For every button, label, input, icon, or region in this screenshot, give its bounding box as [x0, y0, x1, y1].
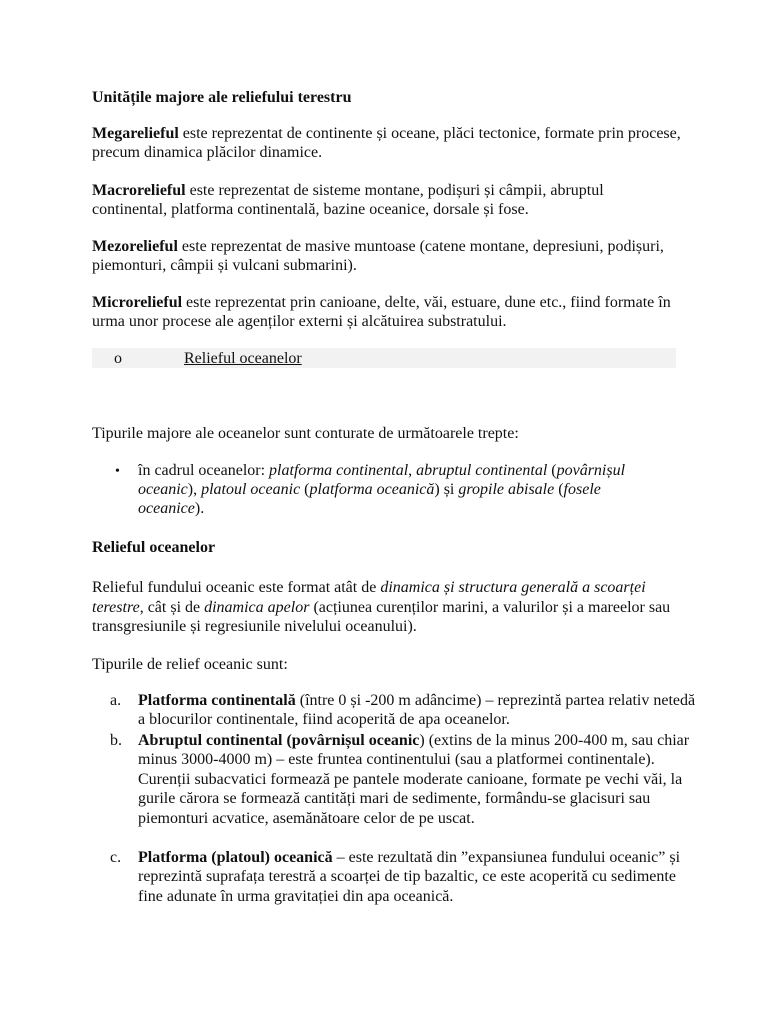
paragraph-microrelief: [92, 293, 682, 331]
list-item-a: [138, 691, 698, 730]
text: Relieful fundului oceanic este format atât de: [92, 579, 381, 596]
term: abruptul continental: [416, 462, 548, 479]
list-item-c: [138, 848, 698, 906]
list-text: ) (extins de la minus 200-400 m, sau chiar minus 3000-4000 m) – este fruntea continentului (sau a platformei continentale). Curenții subacvatici formează pe pantele moderate canioane, formate pe vechi văi, la gurile cărora se formează cantități mari de sedimente, formându-se glacisuri sau piemonturi acvatice, asemănătoare celor de pe uscat.: [138, 732, 690, 827]
sep: (: [547, 462, 557, 479]
sep: ).: [194, 500, 205, 517]
term: platforma oceanică: [309, 481, 435, 498]
text: , cât și de: [139, 598, 205, 616]
paragraph-text: este reprezentat prin canioane, delte, văi, estuare, dune etc., fiind formate în urma unor procese ale agenților externi și alcătuirea substratului.: [92, 294, 671, 330]
sep: (: [554, 481, 564, 498]
list-term: Platforma (platoul) oceanică: [138, 849, 333, 866]
list-text: – este rezultată din ”expansiunea fundului oceanic” și reprezintă suprafața terestră a scoarței de tip bazaltic, ce este acoperită cu sedimente fine adunate în urma gravitației din apa oceanică.: [138, 849, 681, 905]
term-megarelief: Megarelieful: [92, 125, 179, 142]
term: fosele oceanice: [138, 481, 601, 517]
term: platoul oceanic: [201, 481, 301, 498]
italic-text: dinamica apelor: [204, 598, 310, 616]
section-heading-shaded: [92, 348, 676, 368]
list-marker: o: [114, 350, 122, 367]
list-number: c.: [110, 849, 122, 866]
term-mezorelief: Mezorelieful: [92, 238, 178, 255]
list-number: a.: [110, 692, 122, 709]
bullet-item: [138, 461, 668, 518]
list-term: Abruptul continental (povârnișul oceanic: [138, 732, 420, 749]
paragraph-text: este reprezentat de masive muntoase (catene montane, depresiuni, podișuri, piemonturi, câmpii și vulcani submarini).: [92, 238, 664, 274]
list-term: Platforma continentală: [138, 692, 296, 709]
section-heading-text: Relieful oceanelor: [184, 350, 302, 367]
paragraph-megarelief: [92, 124, 682, 162]
sep: ) și: [434, 481, 459, 498]
list-item-b: [138, 731, 698, 828]
document-heading: Unitățile majore ale reliefului terestru: [92, 89, 352, 106]
italic-text: dinamica și structura generală a scoarței terestre: [92, 579, 646, 616]
paragraph-macrorelief: [92, 181, 682, 219]
term: platforma continental: [269, 462, 409, 479]
term-microrelief: Microrelieful: [92, 294, 183, 311]
term: povârnișul oceanic: [138, 462, 626, 498]
paragraph-mezorelief: [92, 237, 682, 275]
term: gropile abisale: [458, 481, 555, 498]
paragraph-relief-fund: [92, 578, 682, 637]
bullet-icon: •: [115, 464, 120, 479]
types-intro: Tipurile de relief oceanic sunt:: [92, 656, 288, 673]
relief-heading: Relieful oceanelor: [92, 539, 216, 556]
intro-paragraph: Tipurile majore ale oceanelor sunt conturate de următoarele trepte:: [92, 425, 519, 442]
paragraph-text: este reprezentat de continente și oceane, plăci tectonice, formate prin procese, precum dinamica plăcilor dinamice.: [92, 125, 681, 161]
sep: ),: [187, 481, 202, 498]
term-macrorelief: Macrorelieful: [92, 182, 186, 199]
text: (acțiunea curenților marini, a valurilor și a mareelor sau transgresiunile și regresiunile nivelului oceanului).: [92, 598, 671, 635]
list-text: (între 0 și -200 m adâncime) – reprezintă partea relativ netedă a blocurilor continentale, fiind acoperită de apa oceanelor.: [138, 692, 696, 729]
list-number: b.: [110, 732, 122, 749]
paragraph-text: este reprezentat de sisteme montane, podișuri și câmpii, abruptul continental, platforma continentală, bazine oceanice, dorsale și fose.: [92, 182, 604, 218]
bullet-lead: în cadrul oceanelor:: [138, 462, 270, 479]
sep: ,: [408, 462, 417, 479]
sep: (: [300, 481, 310, 498]
